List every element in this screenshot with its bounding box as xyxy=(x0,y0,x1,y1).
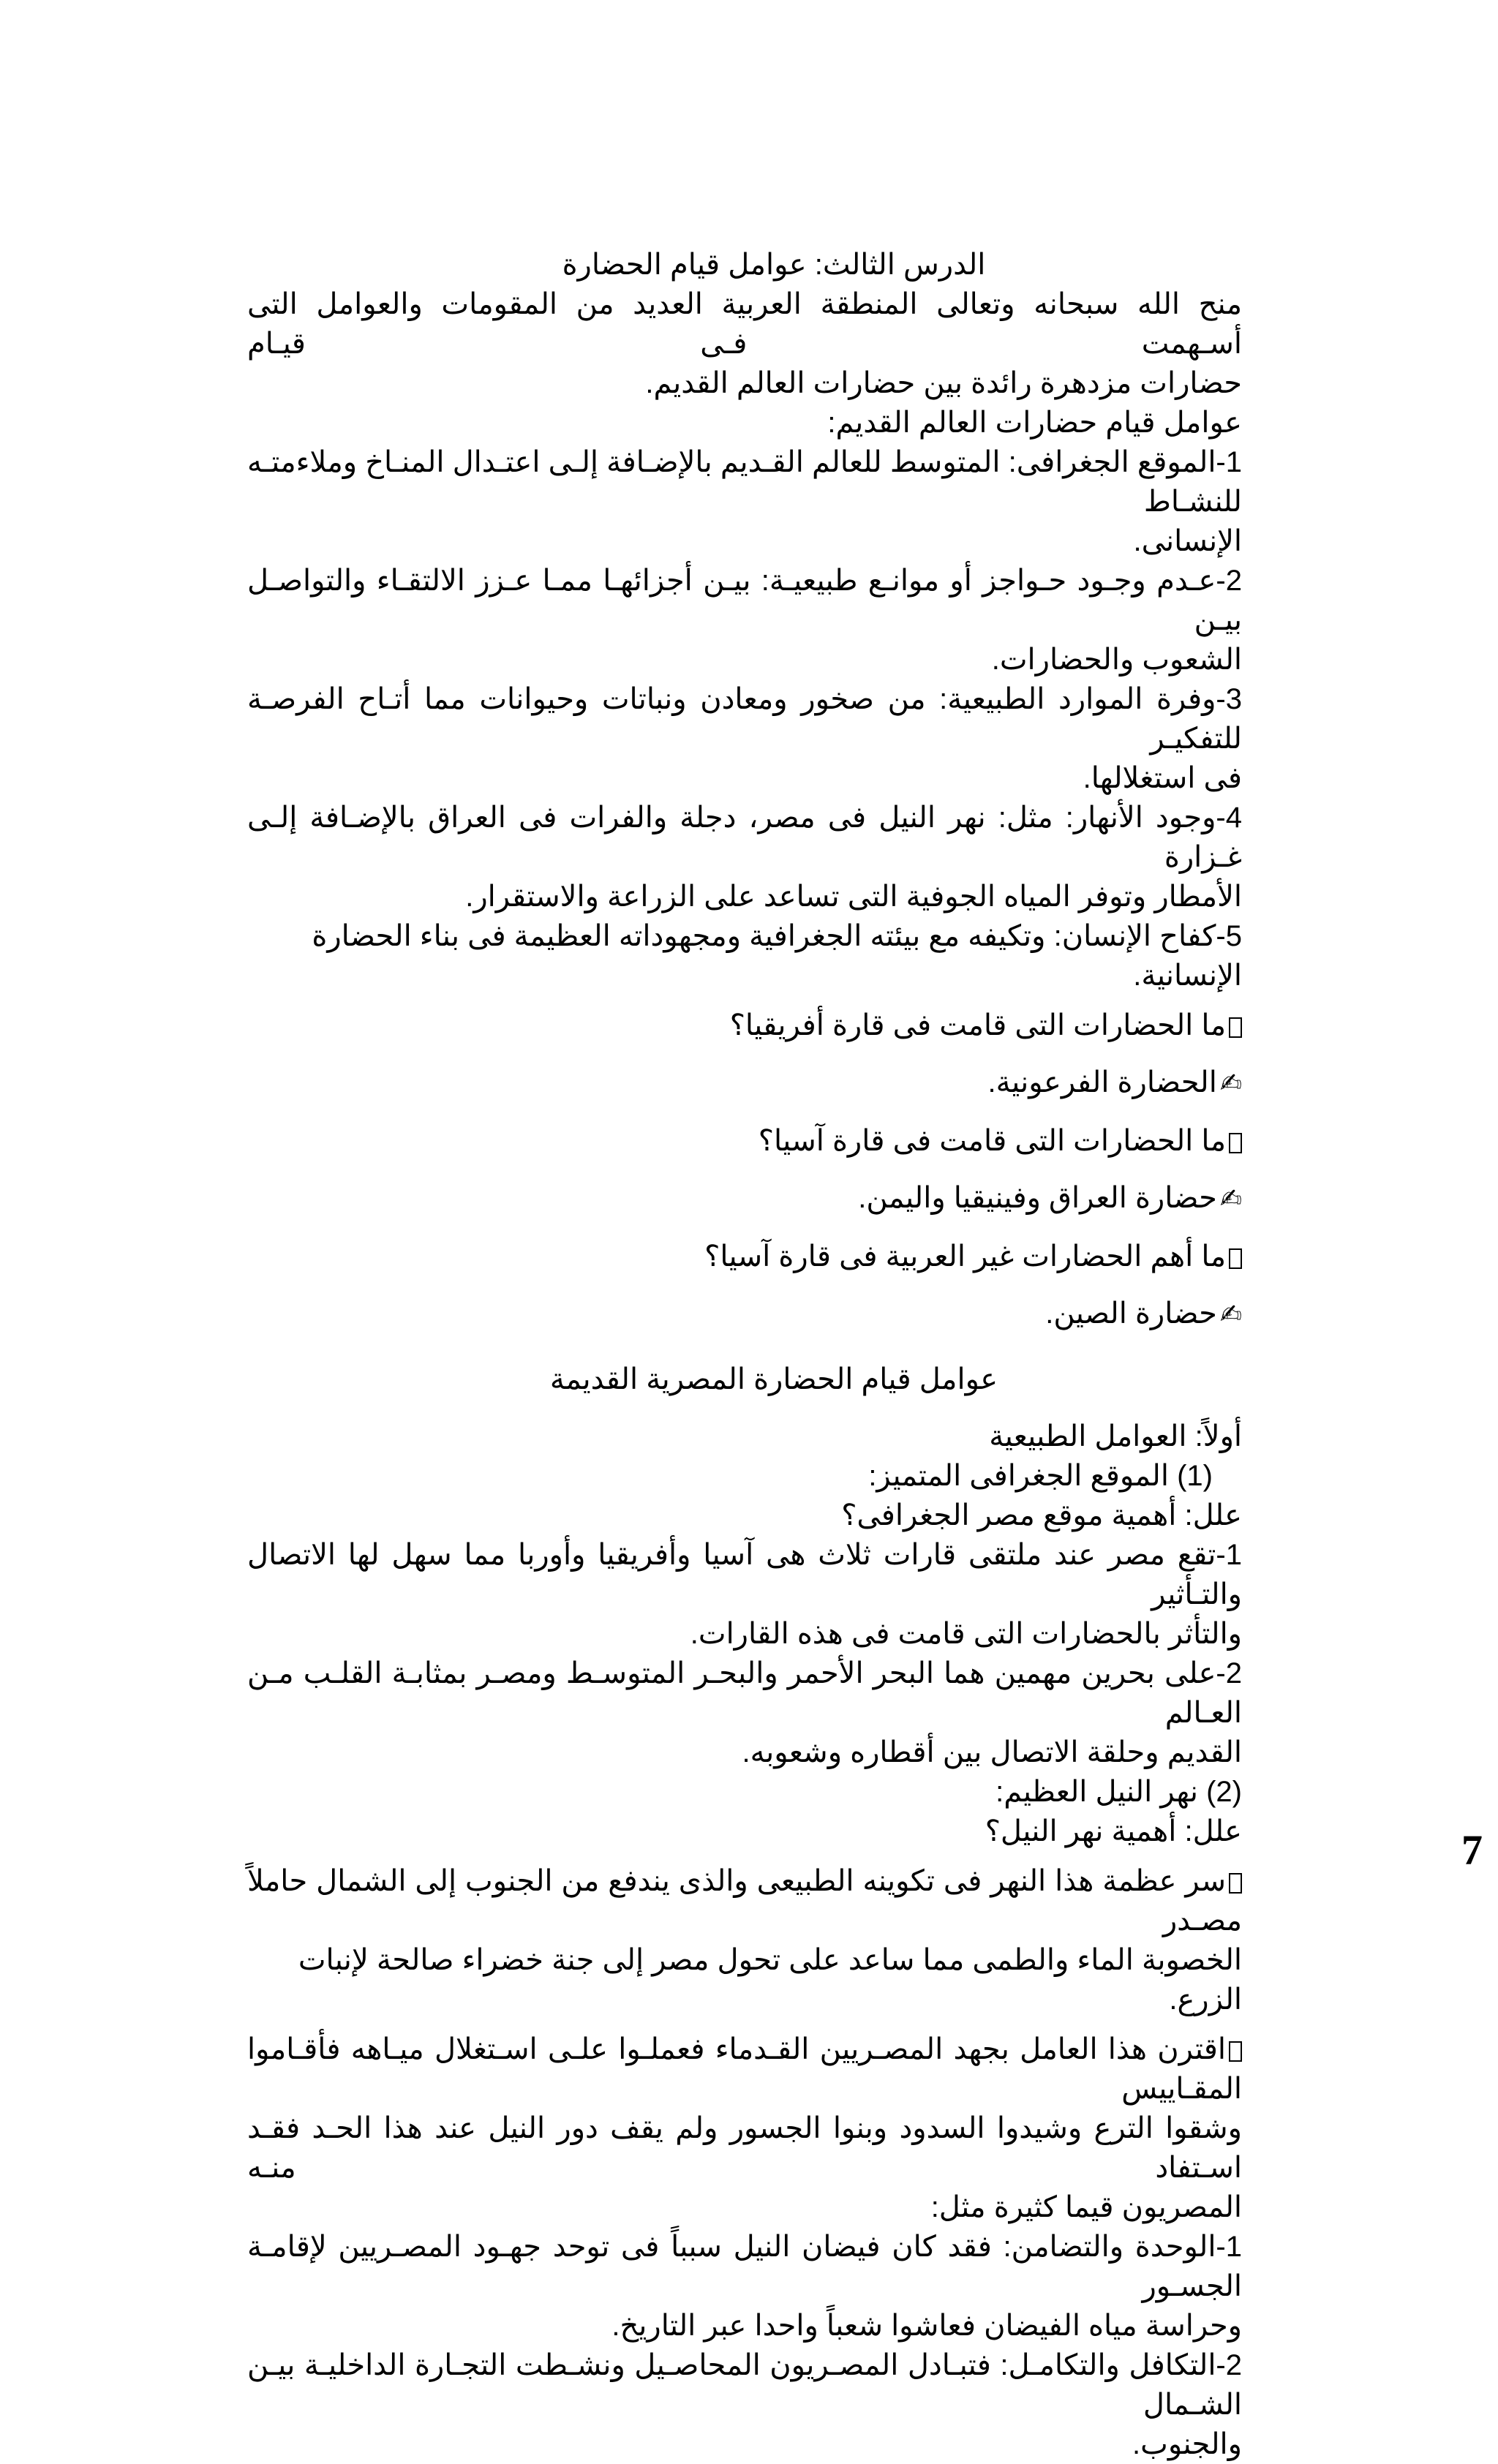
nile-heading: (2) نهر النيل العظيم: xyxy=(995,1776,1242,1808)
benefit-1-line-2: وحراسة مياه الفيضان فعاشوا شعباً واحدا عبر التاريخ. xyxy=(611,2310,1242,2342)
factor-2-line-2: الشعوب والحضارات. xyxy=(991,644,1242,676)
factor-2-line-1: 2-عـدم وجـود حـواجز أو موانـع طبيعيـة: بيـن أجزائهـا ممـا عـزز الالتقـاء والتواصـل بيـن xyxy=(247,565,1242,636)
benefit-2-line-1: 2-التكافل والتكامـل: فتبـادل المصـريون المحاصـيل ونشـطت التجـارة الداخليـة بيـن الشـمال xyxy=(247,2349,1242,2421)
question-box-icon xyxy=(1229,1017,1242,1038)
factor-1-line-1: 1-الموقع الجغرافى: المتوسط للعالم القـديم بالإضـافة إلـى اعتـدال المنـاخ وملاءمتـه للنشـاط xyxy=(247,446,1242,518)
factor-4-line-2: الأمطار وتوفر المياه الجوفية التى تساعد على الزراعة والاستقرار. xyxy=(465,881,1242,913)
pencil-icon: ✍ xyxy=(1219,1069,1242,1099)
nile-paragraph-2-line-2: وشقوا الترع وشيدوا السدود وبنوا الجسور ولم يقف دور النيل عند هذا الحـد فقـد اسـتفاد منـه xyxy=(247,2112,1242,2184)
answer-1-text: الحضارة الفرعونية. xyxy=(987,1066,1217,1099)
answer-1 xyxy=(247,1063,1242,1104)
benefit-2-line-2: والجنوب. xyxy=(1132,2428,1242,2460)
answer-2-text: حضارة العراق وفينيقيا واليمن. xyxy=(858,1182,1217,1214)
nile-question: علل: أهمية نهر النيل؟ xyxy=(985,1815,1242,1847)
location-point-2-line-2: القديم وحلقة الاتصال بين أقطاره وشعوبه. xyxy=(742,1736,1242,1768)
location-point-1-line-2: والتأثر بالحضارات التى قامت فى هذه القارات. xyxy=(690,1618,1242,1650)
lesson-title: الدرس الثالث: عوامل قيام الحضارة xyxy=(562,249,986,281)
factor-1-line-2: الإنسانى. xyxy=(1133,525,1242,557)
location-point-1-line-1: 1-تقع مصر عند ملتقى قارات ثلاث هى آسيا وأفريقيا وأوربا مما سهل لها الاتصال والتـأثير xyxy=(247,1539,1242,1610)
question-box-icon xyxy=(1229,1873,1242,1894)
question-2-text: ما الحضارات التى قامت فى قارة آسيا؟ xyxy=(758,1125,1226,1157)
intro-line-1: منح الله سبحانه وتعالى المنطقة العربية العديد من المقومات والعوامل التى أسـهمت فـى قيـام xyxy=(247,288,1242,360)
nile-paragraph-2-line-3: المصريون قيما كثيرة مثل: xyxy=(930,2191,1242,2223)
nile-paragraph-1-line-2: الخصوبة الماء والطمى مما ساعد على تحول مصر إلى جنة خضراء صالحة لإنبات الزرع. xyxy=(298,1944,1242,2016)
nile-paragraph-2-line-1 xyxy=(247,2030,1242,2109)
nile-paragraph-1-line-1 xyxy=(247,1861,1242,1940)
question-1 xyxy=(247,1006,1242,1045)
egypt-heading: عوامل قيام الحضارة المصرية القديمة xyxy=(549,1363,998,1395)
question-box-icon xyxy=(1229,1133,1242,1153)
factor-3-line-1: 3-وفرة الموارد الطبيعية: من صخور ومعادن ونباتات وحيوانات مما أتـاح الفرصـة للتفكيـر xyxy=(247,683,1242,755)
factor-3-line-2: فى استغلالها. xyxy=(1083,762,1242,794)
factor-4-line-1: 4-وجود الأنهار: مثل: نهر النيل فى مصر، دجلة والفرات فى العراق بالإضـافة إلـى غـزارة xyxy=(247,802,1242,873)
question-1-text: ما الحضارات التى قامت فى قارة أفريقيا؟ xyxy=(729,1009,1226,1041)
answer-2 xyxy=(247,1178,1242,1219)
answer-3-text: حضارة الصين. xyxy=(1045,1297,1217,1330)
location-point-2-line-1: 2-على بحرين مهمين هما البحر الأحمر والبحـر المتوسـط ومصـر بمثابـة القلـب مـن العـالم xyxy=(247,1657,1242,1729)
location-question: علل: أهمية موقع مصر الجغرافى؟ xyxy=(841,1499,1242,1531)
pencil-icon: ✍ xyxy=(1219,1300,1242,1330)
page-number: 7 xyxy=(1461,1826,1483,1874)
location-heading: (1) الموقع الجغرافى المتميز: xyxy=(868,1460,1213,1492)
page-content xyxy=(247,245,1242,2464)
nile-paragraph-2-text: اقترن هذا العامل بجهد المصـريين القـدماء فعملـوا علـى اسـتغلال ميـاهه فأقـاموا المقـاييس xyxy=(247,2033,1242,2105)
question-3-text: ما أهم الحضارات غير العربية فى قارة آسيا؟ xyxy=(704,1240,1226,1273)
pencil-icon: ✍ xyxy=(1219,1184,1242,1214)
question-box-icon xyxy=(1229,2041,1242,2062)
factors-heading: عوامل قيام حضارات العالم القديم: xyxy=(827,407,1242,439)
intro-line-2: حضارات مزدهرة رائدة بين حضارات العالم القديم. xyxy=(645,367,1242,399)
natural-factors-heading: أولاً: العوامل الطبيعية xyxy=(989,1420,1242,1453)
nile-paragraph-1-text: سر عظمة هذا النهر فى تكوينه الطبيعى والذى يندفع من الجنوب إلى الشمال حاملاً مصـدر xyxy=(247,1865,1242,1937)
question-box-icon xyxy=(1229,1248,1242,1269)
factor-5: 5-كفاح الإنسان: وتكيفه مع بيئته الجغرافية ومجهوداته العظيمة فى بناء الحضارة الإنسانية. xyxy=(312,920,1242,992)
question-2 xyxy=(247,1121,1242,1161)
benefit-1-line-1: 1-الوحدة والتضامن: فقد كان فيضان النيل سبباً فى توحد جهـود المصـريين لإقامـة الجسـور xyxy=(247,2231,1243,2302)
answer-3 xyxy=(247,1294,1242,1335)
question-3 xyxy=(247,1237,1242,1276)
